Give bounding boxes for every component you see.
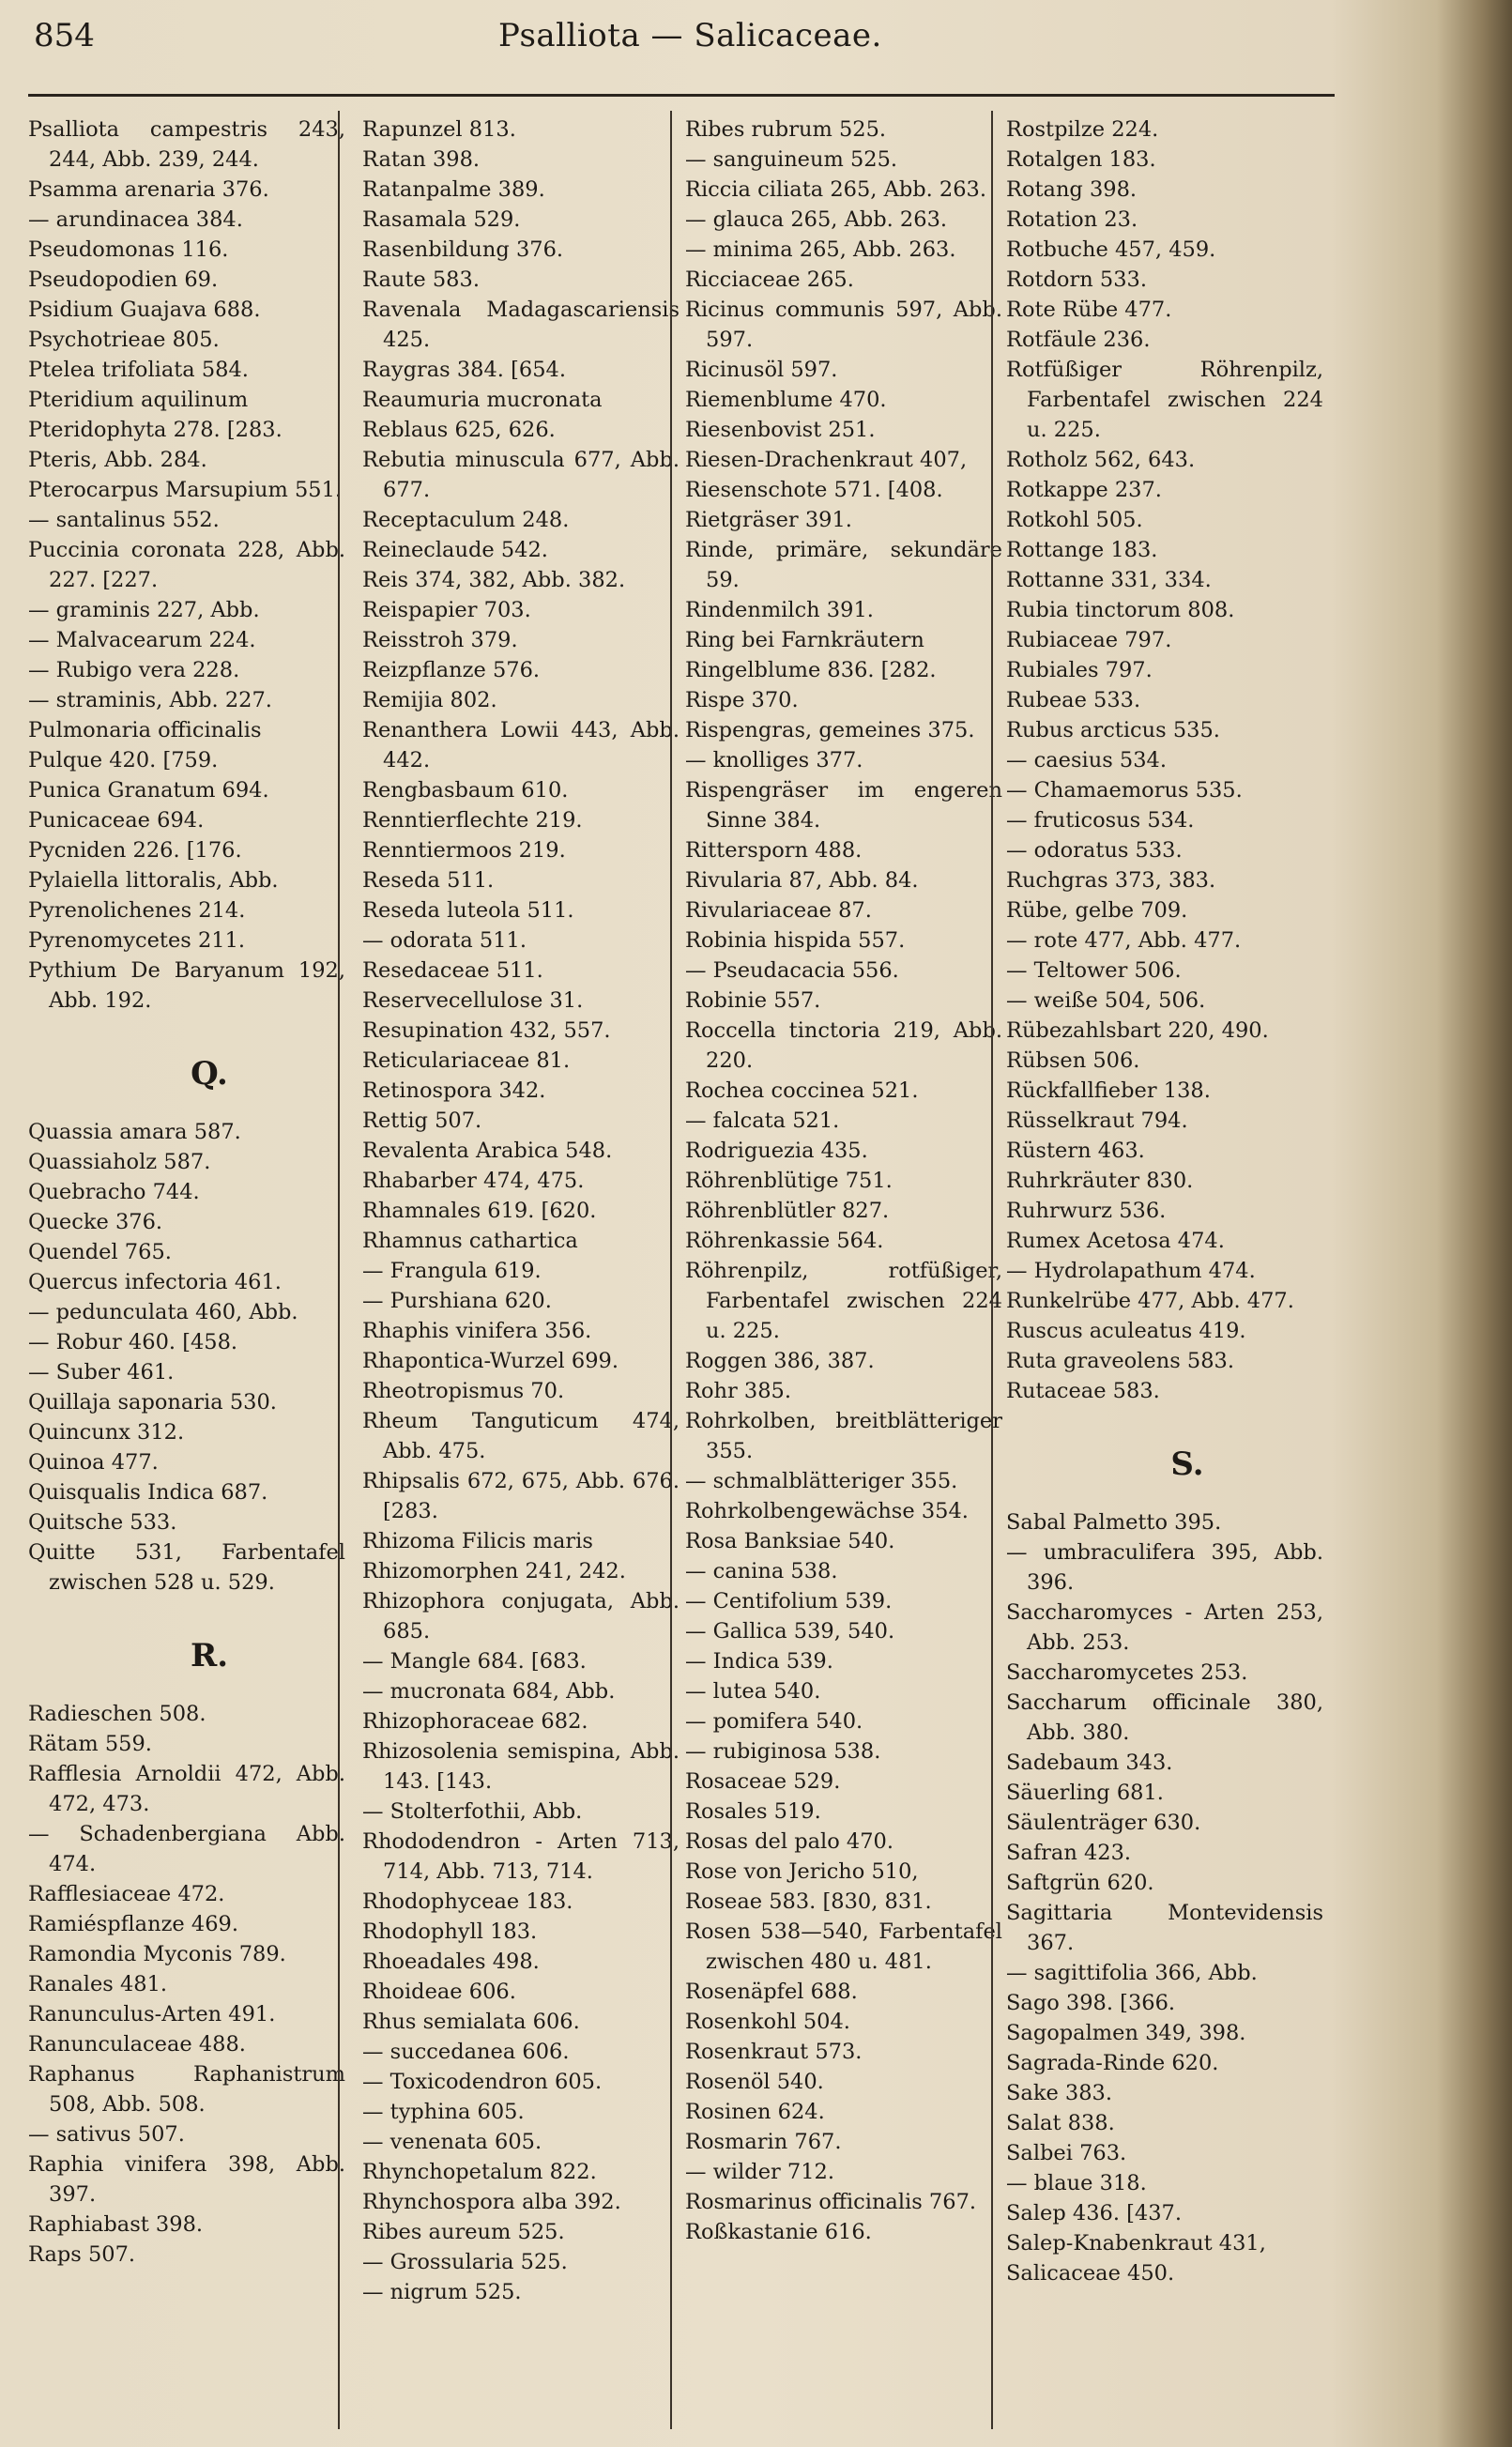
- index-entry: Reticulariaceae 81.: [362, 1048, 571, 1073]
- index-entry: Rosen 538—540, Farbentafel zwischen 480 u. 481.: [685, 1919, 1002, 1974]
- index-entry: Rumex Acetosa 474.: [1006, 1229, 1225, 1253]
- index-entry: — rote 477, Abb. 477.: [1006, 928, 1242, 953]
- index-entry: — schmalblätteriger 355.: [685, 1469, 958, 1493]
- index-entry: Salicaceae 450.: [1006, 2261, 1175, 2286]
- index-entry: Psidium Guajava 688.: [28, 298, 261, 322]
- index-entry: Rhoeadales 498.: [362, 1950, 540, 1974]
- index-entry: Renntiermoos 219.: [362, 838, 566, 863]
- index-entry: Raphia vinifera 398, Abb. 397.: [28, 2152, 345, 2207]
- index-entry: Ruchgras 373, 383.: [1006, 868, 1216, 893]
- index-entry: Quillaja saponaria 530.: [28, 1390, 277, 1415]
- index-entry: Rhapontica-Wurzel 699.: [362, 1349, 619, 1373]
- index-entry: Pulmonaria officinalis: [28, 718, 262, 742]
- column-divider: [670, 111, 672, 2429]
- index-entry: Revalenta Arabica 548.: [362, 1139, 613, 1163]
- index-entry: — pedunculata 460, Abb.: [28, 1300, 298, 1324]
- index-entry: Rosaceae 529.: [685, 1769, 841, 1794]
- index-entry: Rebutia minuscula 677, Abb. 677.: [362, 448, 680, 502]
- index-entry: Retinospora 342.: [362, 1078, 546, 1103]
- index-entry: Säulenträger 630.: [1006, 1811, 1201, 1835]
- index-entry: Saccharum officinale 380, Abb. 380.: [1006, 1690, 1323, 1745]
- index-entry: Rottange 183.: [1006, 538, 1158, 562]
- index-entry: — Malvacearum 224.: [28, 628, 256, 652]
- index-entry: — pomifera 540.: [685, 1709, 863, 1734]
- index-entry: Röhrenkassie 564.: [685, 1229, 884, 1253]
- index-entry: Rottanne 331, 334.: [1006, 568, 1212, 592]
- index-entry: Rose von Jericho 510,: [685, 1859, 919, 1884]
- index-entry: Ranunculaceae 488.: [28, 2032, 246, 2057]
- section-letter: R.: [190, 1637, 229, 1675]
- index-entry: Rhamnales 619. [620.: [362, 1199, 597, 1223]
- index-entry: Robinia hispida 557.: [685, 928, 906, 953]
- index-entry: Rosa Banksiae 540.: [685, 1529, 895, 1553]
- index-entry: Röhrenblütige 751.: [685, 1169, 893, 1193]
- index-entry: Ribes rubrum 525.: [685, 117, 887, 142]
- index-entry: — Indica 539.: [685, 1649, 833, 1674]
- index-entry: Quinoa 477.: [28, 1450, 159, 1475]
- index-entry: Pythium De Baryanum 192, Abb. 192.: [28, 958, 345, 1013]
- index-entry: Röhrenpilz, rotfüßiger, Farbentafel zwischen 224 u. 225.: [685, 1259, 1002, 1343]
- index-entry: Rhizoma Filicis maris: [362, 1529, 593, 1553]
- index-entry: Rosas del palo 470.: [685, 1829, 894, 1854]
- index-entry: — rubiginosa 538.: [685, 1739, 881, 1764]
- index-entry: Rapunzel 813.: [362, 117, 516, 142]
- index-entry: — Grossularia 525.: [362, 2250, 568, 2274]
- index-entry: — nigrum 525.: [362, 2280, 522, 2304]
- index-entry: — Hydrolapathum 474.: [1006, 1259, 1256, 1283]
- index-entry: Rhoideae 606.: [362, 1980, 516, 2004]
- index-entry: Quisqualis Indica 687.: [28, 1480, 268, 1505]
- index-entry: — minima 265, Abb. 263.: [685, 237, 956, 262]
- index-entry: Ramiéspflanze 469.: [28, 1912, 239, 1936]
- index-entry: Ravenala Madagascariensis 425.: [362, 298, 680, 352]
- index-entry: Rhus semialata 606.: [362, 2010, 580, 2034]
- index-entry: Raphanus Raphanistrum 508, Abb. 508.: [28, 2062, 345, 2117]
- index-entry: Pteridophyta 278. [283.: [28, 418, 283, 442]
- page-number: 854: [34, 17, 95, 54]
- index-entry: Rhynchopetalum 822.: [362, 2160, 597, 2184]
- index-entry: Quendel 765.: [28, 1240, 172, 1264]
- index-entry: Säuerling 681.: [1006, 1781, 1164, 1805]
- index-entry: Remijia 802.: [362, 688, 497, 712]
- index-entry: Rhizophoraceae 682.: [362, 1709, 588, 1734]
- index-entry: — Toxicodendron 605.: [362, 2070, 603, 2094]
- index-entry: — typhina 605.: [362, 2100, 525, 2124]
- index-entry: Resedaceae 511.: [362, 958, 543, 983]
- index-entry: Roseae 583. [830, 831.: [685, 1889, 932, 1914]
- index-entry: — odorata 511.: [362, 928, 527, 953]
- index-entry: — straminis, Abb. 227.: [28, 688, 272, 712]
- index-entry: Rivulariaceae 87.: [685, 898, 872, 923]
- index-column-3: [685, 115, 1002, 2442]
- index-entry: Pteris, Abb. 284.: [28, 448, 207, 472]
- index-entry: Rotation 23.: [1006, 207, 1138, 232]
- index-entry: Raphiabast 398.: [28, 2212, 204, 2237]
- index-entry: Ratan 398.: [362, 147, 481, 172]
- index-entry: Ratanpalme 389.: [362, 177, 545, 202]
- index-entry: Ricinusöl 597.: [685, 358, 838, 382]
- index-entry: Rotkohl 505.: [1006, 508, 1143, 532]
- index-entry: — knolliges 377.: [685, 748, 863, 772]
- index-entry: Rindenmilch 391.: [685, 598, 874, 622]
- index-entry: Rhizomorphen 241, 242.: [362, 1559, 626, 1583]
- index-entry: Rübsen 506.: [1006, 1048, 1140, 1073]
- index-entry: Ricinus communis 597, Abb. 597.: [685, 298, 1002, 352]
- index-entry: Rotfüßiger Röhrenpilz, Farbentafel zwischen 224 u. 225.: [1006, 358, 1323, 442]
- index-entry: Rosenäpfel 688.: [685, 1980, 858, 2004]
- index-entry: Rhizophora conjugata, Abb. 685.: [362, 1589, 680, 1644]
- index-entry: Quassia amara 587.: [28, 1120, 241, 1144]
- index-entry: Rhaphis vinifera 356.: [362, 1319, 592, 1343]
- index-entry: — sativus 507.: [28, 2122, 185, 2147]
- index-entry: Ringelblume 836. [282.: [685, 658, 937, 682]
- index-entry: Saftgrün 620.: [1006, 1871, 1154, 1895]
- index-entry: Rubia tinctorum 808.: [1006, 598, 1235, 622]
- index-entry: Raygras 384. [654.: [362, 358, 566, 382]
- index-entry: — santalinus 552.: [28, 508, 220, 532]
- index-entry: Quitte 531, Farbentafel zwischen 528 u. 529.: [28, 1540, 345, 1595]
- index-entry: Reservecellulose 31.: [362, 988, 584, 1013]
- index-entry: Pseudopodien 69.: [28, 268, 219, 292]
- index-entry: Rispe 370.: [685, 688, 799, 712]
- index-entry: Rosmarinus officinalis 767.: [685, 2190, 977, 2214]
- index-entry: Ramondia Myconis 789.: [28, 1942, 286, 1966]
- index-entry: Renanthera Lowii 443, Abb. 442.: [362, 718, 680, 772]
- index-entry: Sagrada-Rinde 620.: [1006, 2051, 1219, 2075]
- index-entry: Rettig 507.: [362, 1109, 482, 1133]
- index-entry: Reblaus 625, 626.: [362, 418, 556, 442]
- index-entry: Quecke 376.: [28, 1210, 163, 1234]
- index-entry: Robinie 557.: [685, 988, 821, 1013]
- index-entry: Rheotropismus 70.: [362, 1379, 565, 1403]
- index-entry: Salat 838.: [1006, 2111, 1115, 2135]
- index-entry: Riesenschote 571. [408.: [685, 478, 943, 502]
- index-entry: Rasamala 529.: [362, 207, 521, 232]
- index-entry: — arundinacea 384.: [28, 207, 243, 232]
- index-entry: Pyrenomycetes 211.: [28, 928, 246, 953]
- index-entry: Rosales 519.: [685, 1799, 821, 1824]
- index-entry: Ruhrkräuter 830.: [1006, 1169, 1194, 1193]
- index-entry: Ruhrwurz 536.: [1006, 1199, 1167, 1223]
- index-entry: — Schadenbergiana Abb. 474.: [28, 1822, 345, 1876]
- index-entry: Sake 383.: [1006, 2081, 1113, 2105]
- section-letter: S.: [1170, 1445, 1204, 1483]
- index-entry: Rhizosolenia semispina, Abb. 143. [143.: [362, 1739, 680, 1794]
- index-entry: Ruta graveolens 583.: [1006, 1349, 1234, 1373]
- index-entry: Rotbuche 457, 459.: [1006, 237, 1216, 262]
- index-entry: — venenata 605.: [362, 2130, 542, 2154]
- index-entry: Rotalgen 183.: [1006, 147, 1156, 172]
- index-entry: Quitsche 533.: [28, 1510, 177, 1535]
- index-entry: Ptelea trifoliata 584.: [28, 358, 249, 382]
- index-entry: Radieschen 508.: [28, 1702, 206, 1726]
- index-entry: Quincunx 312.: [28, 1420, 185, 1445]
- index-entry: Reis 374, 382, Abb. 382.: [362, 568, 626, 592]
- running-title: Psalliota — Salicaceae.: [498, 17, 882, 54]
- index-entry: Sadebaum 343.: [1006, 1751, 1173, 1775]
- index-entry: Pterocarpus Marsupium 551.: [28, 478, 343, 502]
- index-entry: Rhynchospora alba 392.: [362, 2190, 621, 2214]
- index-entry: Rhododendron - Arten 713, 714, Abb. 713, 714.: [362, 1829, 680, 1884]
- index-entry: — odoratus 533.: [1006, 838, 1183, 863]
- index-entry: Rasenbildung 376.: [362, 237, 564, 262]
- index-entry: Pteridium aquilinum: [28, 388, 249, 412]
- index-entry: — mucronata 684, Abb.: [362, 1679, 616, 1704]
- index-entry: Pycniden 226. [176.: [28, 838, 242, 863]
- index-entry: Rhabarber 474, 475.: [362, 1169, 585, 1193]
- index-entry: Rotkappe 237.: [1006, 478, 1162, 502]
- index-entry: Raps 507.: [28, 2242, 136, 2267]
- index-entry: Rosinen 624.: [685, 2100, 825, 2124]
- index-entry: Riccia ciliata 265, Abb. 263.: [685, 177, 987, 202]
- index-entry: Reaumuria mucronata: [362, 388, 603, 412]
- index-entry: Roßkastanie 616.: [685, 2220, 872, 2244]
- index-entry: Rübe, gelbe 709.: [1006, 898, 1188, 923]
- index-entry: Rafflesiaceae 472.: [28, 1882, 225, 1906]
- index-entry: Reseda luteola 511.: [362, 898, 574, 923]
- index-entry: — Robur 460. [458.: [28, 1330, 238, 1354]
- column-divider: [338, 111, 340, 2429]
- index-entry: Rubeae 533.: [1006, 688, 1141, 712]
- index-entry: Rodriguezia 435.: [685, 1139, 868, 1163]
- index-entry: Rosenkohl 504.: [685, 2010, 850, 2034]
- index-entry: Ruscus aculeatus 419.: [1006, 1319, 1246, 1343]
- index-column-4: [1006, 115, 1323, 2442]
- index-entry: Rochea coccinea 521.: [685, 1078, 919, 1103]
- index-entry: Receptaculum 248.: [362, 508, 570, 532]
- index-entry: Psychotrieae 805.: [28, 328, 220, 352]
- index-entry: Safran 423.: [1006, 1841, 1132, 1865]
- index-entry: Rüstern 463.: [1006, 1139, 1145, 1163]
- index-entry: Salep-Knabenkraut 431,: [1006, 2231, 1266, 2256]
- index-entry: — weiße 504, 506.: [1006, 988, 1206, 1013]
- index-entry: Rosmarin 767.: [685, 2130, 842, 2154]
- index-entry: Rohrkolben, breitblätteriger 355.: [685, 1409, 1002, 1463]
- index-entry: Rätam 559.: [28, 1732, 152, 1756]
- index-entry: Roccella tinctoria 219, Abb. 220.: [685, 1018, 1002, 1073]
- index-entry: — wilder 712.: [685, 2160, 835, 2184]
- index-entry: Rubus arcticus 535.: [1006, 718, 1220, 742]
- index-entry: — Pseudacacia 556.: [685, 958, 899, 983]
- index-entry: Puccinia coronata 228, Abb. 227. [227.: [28, 538, 345, 592]
- header-rule: [28, 94, 1335, 97]
- index-entry: Quebracho 744.: [28, 1180, 200, 1204]
- index-entry: — Stolterfothii, Abb.: [362, 1799, 583, 1824]
- index-entry: Rhodophyll 183.: [362, 1919, 538, 1944]
- index-entry: — Suber 461.: [28, 1360, 175, 1384]
- index-entry: Pyrenolichenes 214.: [28, 898, 246, 923]
- index-entry: Rotfäule 236.: [1006, 328, 1151, 352]
- index-entry: Ricciaceae 265.: [685, 268, 854, 292]
- index-entry: — Rubigo vera 228.: [28, 658, 240, 682]
- index-entry: Ring bei Farnkräutern: [685, 628, 924, 652]
- page-header: [34, 13, 1329, 62]
- index-entry: Sago 398. [366.: [1006, 1991, 1176, 2015]
- index-entry: Salbei 763.: [1006, 2141, 1127, 2165]
- index-entry: Rostpilze 224.: [1006, 117, 1159, 142]
- index-entry: Sagopalmen 349, 398.: [1006, 2021, 1246, 2045]
- index-entry: Rosenkraut 573.: [685, 2040, 863, 2064]
- index-entry: Quercus infectoria 461.: [28, 1270, 282, 1294]
- index-entry: Psamma arenaria 376.: [28, 177, 269, 202]
- index-entry: Ranales 481.: [28, 1972, 168, 1996]
- index-entry: Rafflesia Arnoldii 472, Abb. 472, 473.: [28, 1762, 345, 1816]
- index-entry: Riesenbovist 251.: [685, 418, 876, 442]
- index-entry: Rispengräser im engeren Sinne 384.: [685, 778, 1002, 833]
- index-entry: Reseda 511.: [362, 868, 495, 893]
- index-entry: Rhodophyceae 183.: [362, 1889, 573, 1914]
- index-entry: Runkelrübe 477, Abb. 477.: [1006, 1289, 1294, 1313]
- index-entry: Pylaiella littoralis, Abb.: [28, 868, 279, 893]
- index-entry: — Centifolium 539.: [685, 1589, 893, 1613]
- index-entry: Saccharomyces - Arten 253, Abb. 253.: [1006, 1600, 1323, 1655]
- index-entry: Riemenblume 470.: [685, 388, 887, 412]
- index-entry: Riesen-Drachenkraut 407,: [685, 448, 968, 472]
- index-entry: Rubiales 797.: [1006, 658, 1153, 682]
- index-entry: Quassiaholz 587.: [28, 1150, 211, 1174]
- index-entry: Punica Granatum 694.: [28, 778, 269, 803]
- index-entry: Rutaceae 583.: [1006, 1379, 1160, 1403]
- index-entry: Rheum Tanguticum 474, Abb. 475.: [362, 1409, 680, 1463]
- index-entry: — glauca 265, Abb. 263.: [685, 207, 948, 232]
- index-column-1: [28, 115, 345, 2442]
- index-entry: Rispengras, gemeines 375.: [685, 718, 975, 742]
- index-entry: — Chamaemorus 535.: [1006, 778, 1243, 803]
- index-entry: Ribes aureum 525.: [362, 2220, 565, 2244]
- index-entry: Rohrkolbengewächse 354.: [685, 1499, 969, 1523]
- index-entry: — graminis 227, Abb.: [28, 598, 260, 622]
- index-entry: Pseudomonas 116.: [28, 237, 229, 262]
- index-entry: Rote Rübe 477.: [1006, 298, 1172, 322]
- index-entry: — Purshiana 620.: [362, 1289, 552, 1313]
- index-entry: Rivularia 87, Abb. 84.: [685, 868, 919, 893]
- index-entry: — falcata 521.: [685, 1109, 840, 1133]
- index-entry: Rohr 385.: [685, 1379, 791, 1403]
- section-letter: Q.: [191, 1055, 228, 1093]
- index-entry: Psalliota campestris 243, 244, Abb. 239, 244.: [28, 117, 345, 172]
- index-entry: Resupination 432, 557.: [362, 1018, 611, 1043]
- index-entry: — umbraculifera 395, Abb. 396.: [1006, 1540, 1323, 1595]
- index-entry: Röhrenblütler 827.: [685, 1199, 890, 1223]
- index-entry: Reisstroh 379.: [362, 628, 518, 652]
- column-divider: [991, 111, 993, 2429]
- index-entry: Reineclaude 542.: [362, 538, 548, 562]
- index-entry: — canina 538.: [685, 1559, 838, 1583]
- index-entry: Rinde, primäre, sekundäre 59.: [685, 538, 1002, 592]
- index-entry: Ranunculus-Arten 491.: [28, 2002, 276, 2026]
- index-entry: — sagittifolia 366, Abb.: [1006, 1961, 1258, 1985]
- index-entry: Sabal Palmetto 395.: [1006, 1510, 1222, 1535]
- index-entry: Roggen 386, 387.: [685, 1349, 875, 1373]
- index-entry: — Gallica 539, 540.: [685, 1619, 895, 1644]
- index-entry: Rhamnus cathartica: [362, 1229, 578, 1253]
- index-entry: Rubiaceae 797.: [1006, 628, 1172, 652]
- index-entry: Sagittaria Montevidensis 367.: [1006, 1901, 1323, 1955]
- index-entry: — blaue 318.: [1006, 2171, 1147, 2195]
- index-entry: Pulque 420. [759.: [28, 748, 219, 772]
- index-entry: Rüsselkraut 794.: [1006, 1109, 1188, 1133]
- index-entry: Salep 436. [437.: [1006, 2201, 1183, 2225]
- index-entry: Rotdorn 533.: [1006, 268, 1147, 292]
- index-entry: Punicaceae 694.: [28, 808, 205, 833]
- index-entry: — sanguineum 525.: [685, 147, 898, 172]
- index-entry: Reizpflanze 576.: [362, 658, 541, 682]
- index-entry: — Teltower 506.: [1006, 958, 1182, 983]
- index-entry: — fruticosus 534.: [1006, 808, 1195, 833]
- index-entry: Raute 583.: [362, 268, 480, 292]
- index-entry: — caesius 534.: [1006, 748, 1168, 772]
- index-entry: Rotang 398.: [1006, 177, 1138, 202]
- index-entry: Rückfallfieber 138.: [1006, 1078, 1211, 1103]
- index-entry: Rittersporn 488.: [685, 838, 863, 863]
- index-column-2: [362, 115, 680, 2442]
- index-entry: Reispapier 703.: [362, 598, 531, 622]
- index-entry: — Frangula 619.: [362, 1259, 542, 1283]
- index-entry: — succedanea 606.: [362, 2040, 570, 2064]
- index-entry: Rübezahlsbart 220, 490.: [1006, 1018, 1269, 1043]
- index-entry: Rengbasbaum 610.: [362, 778, 569, 803]
- index-entry: — Mangle 684. [683.: [362, 1649, 587, 1674]
- index-entry: Rotholz 562, 643.: [1006, 448, 1196, 472]
- index-entry: Rhipsalis 672, 675, Abb. 676. [283.: [362, 1469, 680, 1523]
- index-entry: Saccharomycetes 253.: [1006, 1660, 1248, 1685]
- index-entry: — lutea 540.: [685, 1679, 821, 1704]
- index-entry: Rosenöl 540.: [685, 2070, 824, 2094]
- index-entry: Renntierflechte 219.: [362, 808, 583, 833]
- index-entry: Rietgräser 391.: [685, 508, 852, 532]
